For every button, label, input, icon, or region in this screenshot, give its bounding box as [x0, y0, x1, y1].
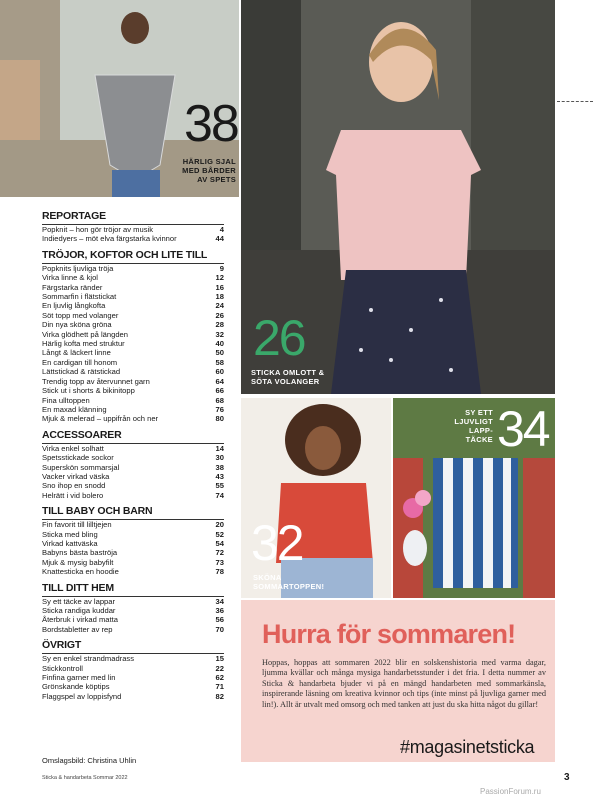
- blanket-photo: [393, 398, 555, 598]
- toc-entry-title: Bordstabletter av rep: [42, 624, 113, 634]
- toc-entry-title: Fin favorit till lilltjejen: [42, 520, 112, 530]
- toc-entry-page: 64: [215, 376, 224, 386]
- red-top-photo: [241, 398, 391, 598]
- toc-entry-title: Virkad kattväska: [42, 538, 98, 548]
- toc-entry-page: 70: [215, 624, 224, 634]
- toc-entry: [42, 283, 224, 292]
- toc-entry: [42, 339, 224, 348]
- toc-entry-title: Stick ut i shorts & bikinitopp: [42, 386, 135, 396]
- toc-entry: [42, 396, 224, 405]
- red-top-caption: SKÖNA SOMMARTOPPEN!: [253, 573, 325, 591]
- toc-entry-title: Popknit – hon gör tröjor av musik: [42, 225, 154, 234]
- hashtag: #magasinetsticka: [400, 737, 535, 757]
- toc-entry-page: 32: [215, 329, 224, 339]
- toc-entry-page: 74: [215, 490, 224, 500]
- toc-entry-title: Flaggspel av loppisfynd: [42, 691, 122, 701]
- toc-entry-page: 50: [215, 348, 224, 358]
- toc-entry: [42, 597, 224, 606]
- toc-entry-page: 40: [215, 339, 224, 349]
- toc-entry-title: En ljuvlig långkofta: [42, 301, 106, 311]
- toc-entry-page: 80: [215, 414, 224, 424]
- pink-top-caption: STICKA OMLOTT & SÖTA VOLANGER: [251, 368, 325, 386]
- toc-entry: [42, 292, 224, 301]
- editorial-headline: Hurra för sommaren!: [262, 619, 516, 649]
- toc-entry-page: 56: [215, 615, 224, 625]
- toc-entry-title: Popknits ljuvliga tröja: [42, 263, 114, 273]
- toc-entry-title: Lättstickad & rätstickad: [42, 367, 121, 377]
- toc-section-title: TRÖJOR, KOFTOR OCH LITE TILL: [42, 248, 208, 261]
- toc-entry: [42, 273, 224, 282]
- toc-entry-page: 73: [215, 557, 224, 567]
- feature-number-38: 38: [184, 95, 238, 153]
- toc-entry-page: 60: [215, 367, 224, 377]
- toc-entry-title: Trendig topp av återvunnet garn: [42, 376, 150, 386]
- toc-entry-title: Sno ihop en snodd: [42, 481, 106, 491]
- toc-entry-title: Indiedyers – möt elva färgstarka kvinnor: [42, 234, 177, 244]
- toc-entry-title: Knattesticka en hoodie: [42, 567, 119, 577]
- toc-entry: [42, 225, 224, 234]
- toc-entry-title: Helrätt i vid bolero: [42, 490, 104, 500]
- toc-entry-title: Färgstarka ränder: [42, 282, 103, 292]
- toc-entry-page: 14: [215, 443, 224, 453]
- toc-entry-page: 16: [215, 282, 224, 292]
- toc-entry-page: 30: [215, 453, 224, 463]
- toc-entry: [42, 558, 224, 567]
- page-number: 3: [564, 772, 570, 783]
- toc-entry: [42, 386, 224, 395]
- toc-entry-title: Din nya sköna gröna: [42, 320, 112, 330]
- toc-entry: [42, 377, 224, 386]
- feature-number-26: 26: [253, 310, 305, 366]
- toc-entry: [42, 472, 224, 481]
- toc-entry-title: Återbruk i virkad matta: [42, 615, 118, 625]
- toc-entry: [42, 654, 224, 663]
- toc-entry-page: 58: [215, 357, 224, 367]
- toc-entry-title: Sommarfin i flätstickat: [42, 292, 117, 302]
- feature-number-32: 32: [251, 515, 303, 571]
- toc-entry-page: 15: [215, 654, 224, 664]
- toc-entry-page: 34: [215, 596, 224, 606]
- toc-entry: [42, 615, 224, 624]
- toc-entry: [42, 625, 224, 634]
- toc-entry: [42, 301, 224, 310]
- toc-entry: [42, 311, 224, 320]
- toc-entry: [42, 348, 224, 357]
- toc-entry-page: 43: [215, 471, 224, 481]
- feature-number-34: 34: [497, 401, 549, 457]
- toc-entry-page: 36: [215, 606, 224, 615]
- toc-section-title: TILL BABY OCH BARN: [42, 505, 153, 518]
- toc-entry-title: Babyns bästa baströja: [42, 548, 118, 558]
- toc-entry-page: 20: [215, 520, 224, 530]
- toc-entry: [42, 264, 224, 273]
- toc-entry-page: 68: [215, 395, 224, 405]
- toc-entry-page: 82: [215, 691, 224, 701]
- toc-entry: [42, 491, 224, 500]
- toc-entry-title: En cardigan till honom: [42, 357, 118, 367]
- toc-entry-page: 55: [215, 481, 224, 491]
- toc-entry: [42, 664, 224, 673]
- toc-entry-title: Söt topp med volanger: [42, 310, 119, 320]
- toc-entry-page: 24: [215, 301, 224, 311]
- shawl-caption: HÄRLIG SJAL MED BÅRDER AV SPETS: [182, 157, 236, 184]
- toc-entry: [42, 330, 224, 339]
- toc-entry-title: Stickkontroll: [42, 663, 83, 673]
- toc-entry: [42, 481, 224, 490]
- pink-top-photo: [241, 0, 555, 394]
- toc-entry-page: 26: [215, 310, 224, 320]
- toc-entry-page: 18: [215, 292, 224, 302]
- toc-entry-title: Spetsstickade sockor: [42, 453, 114, 463]
- toc-entry-title: Sticka randiga kuddar: [42, 606, 116, 615]
- toc-entry-page: 52: [215, 529, 224, 539]
- toc-entry-title: Virka enkel solhatt: [42, 443, 104, 453]
- toc-entry-page: 38: [215, 462, 224, 472]
- toc-section-title: REPORTAGE: [42, 210, 106, 222]
- toc-entry-page: 28: [215, 320, 224, 330]
- toc-entry-page: 66: [215, 386, 224, 396]
- toc-entry: [42, 444, 224, 453]
- toc-entry-title: Sy ett täcke av lappar: [42, 596, 116, 606]
- toc-section-title: ÖVRIGT: [42, 639, 82, 652]
- toc-entry-title: Finfina garner med lin: [42, 673, 116, 683]
- toc-entry-title: Superskön sommarsjal: [42, 462, 120, 472]
- toc-entry-title: Virka linne & kjol: [42, 273, 98, 283]
- editorial-body: Hoppas, hoppas att sommaren 2022 blir en solskenshistoria med varma dagar, ljumma kvällar och många mysiga handarbetsstunder i det fria. I detta nummer av Sticka & handarbeta bjuder vi på en mängd handarbeten med sommarkänsla, inspirerande läsning om kreativa kvinnor och tips (inte minst på ljuvliga garner med lin!). Allt är utvalt med omsorg och med tanken att just du ska hitta något du gillar!: [262, 658, 546, 709]
- toc-entry-title: Sticka med bling: [42, 529, 98, 539]
- table-of-contents: [42, 210, 224, 706]
- toc-entry: [42, 405, 224, 414]
- toc-entry-page: 44: [215, 234, 224, 244]
- toc-entry-title: Vacker virkad väska: [42, 471, 110, 481]
- toc-entry: [42, 367, 224, 376]
- cover-credit: Omslagsbild: Christina Uhlin: [42, 756, 137, 765]
- watermark: PassionForum.ru: [480, 787, 541, 796]
- toc-section-title: ACCESSOARER: [42, 428, 122, 441]
- toc-entry: [42, 320, 224, 329]
- toc-entry: [42, 453, 224, 462]
- toc-entry-title: En maxad klänning: [42, 404, 107, 414]
- toc-entry-title: Långt & läckert linne: [42, 348, 111, 358]
- toc-entry-page: 76: [215, 404, 224, 414]
- toc-entry: [42, 414, 224, 423]
- toc-entry: [42, 692, 224, 701]
- toc-entry-page: 12: [215, 273, 224, 283]
- toc-entry: [42, 358, 224, 367]
- shawl-photo: [0, 0, 239, 197]
- toc-entry-page: 54: [215, 538, 224, 548]
- toc-entry: [42, 567, 224, 576]
- toc-entry: [42, 673, 224, 682]
- toc-entry-title: Mjuk & melerad – uppifrån och ner: [42, 414, 159, 424]
- toc-entry-page: 71: [215, 682, 224, 692]
- toc-section-title: TILL DITT HEM: [42, 581, 114, 594]
- toc-entry: [42, 530, 224, 539]
- toc-entry: [42, 606, 224, 615]
- toc-entry: [42, 682, 224, 691]
- toc-entry-title: Mjuk & mysig babyfilt: [42, 557, 114, 567]
- toc-entry-title: Härlig kofta med struktur: [42, 339, 125, 349]
- blanket-caption: SY ETT LJUVLIGT LAPP- TÄCKE: [454, 408, 493, 444]
- toc-entry: [42, 539, 224, 548]
- toc-entry-page: 22: [215, 663, 224, 673]
- dashed-line: [557, 101, 593, 102]
- toc-entry-title: Grönskande köptips: [42, 682, 110, 692]
- toc-entry-page: 4: [219, 225, 224, 234]
- toc-entry: [42, 463, 224, 472]
- toc-entry: [42, 548, 224, 557]
- toc-entry-page: 78: [215, 567, 224, 577]
- toc-entry-page: 9: [219, 263, 224, 273]
- toc-entry-title: Fina ulltoppen: [42, 395, 90, 405]
- toc-entry-title: Virka glödhett på längden: [42, 329, 128, 339]
- footer-magazine: Sticka & handarbeta Sommar 2022: [42, 775, 128, 781]
- toc-entry: [42, 234, 224, 243]
- toc-entry-page: 72: [215, 548, 224, 558]
- toc-entry-page: 62: [215, 673, 224, 683]
- toc-entry: [42, 520, 224, 529]
- toc-entry-title: Sy en enkel strandmadrass: [42, 654, 135, 664]
